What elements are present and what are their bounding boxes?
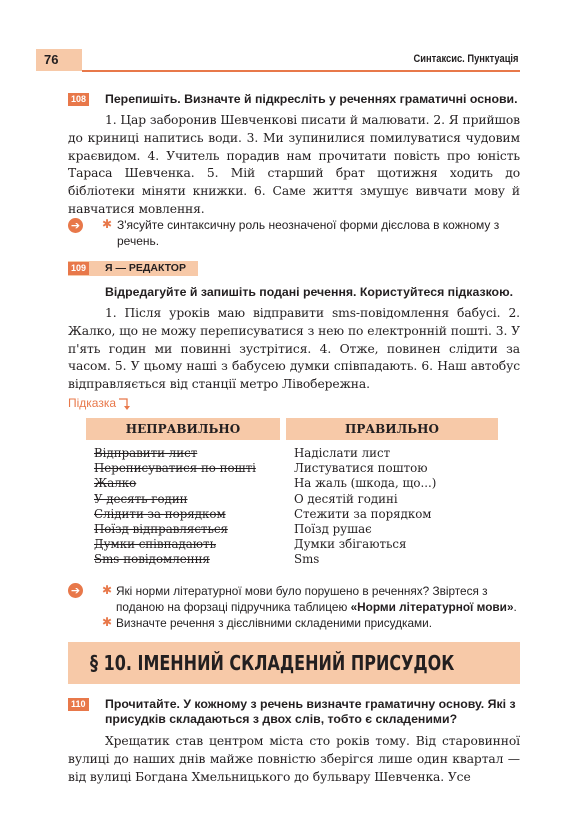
exercise-109-tip-2: Визначте речення з дієслівними складеними присудками. — [116, 616, 432, 630]
exercise-108-tip: З'ясуйте синтаксичну роль неозначеної форми дієслова в кожному з речень. — [117, 218, 500, 248]
table-cell: О десятій годині — [294, 491, 398, 506]
table-cell: Думки збігаються — [294, 537, 407, 552]
table-cell: Поїзд рушає — [294, 522, 372, 537]
asterisk-icon: ✱ — [102, 583, 113, 597]
table-cell: Надіслати лист — [294, 446, 391, 460]
header-rule — [82, 70, 520, 72]
hint-arrow-icon — [118, 396, 132, 412]
table-column-wrong — [94, 446, 256, 568]
table-cell: Sms-повідомлення — [94, 552, 210, 567]
editor-badge: Я — РЕДАКТОР — [105, 262, 186, 274]
exercise-109-text: 1. Після уроків маю відправити sms-повідомлення бабусі. 2. Жалко, що не можу переписуватися з нею по електронній пошті. 3. У п'ять годин ми повинні зустрітися. 4. Отже, повинен слідити за часом. 5. У цьому наші з бабусею думки співпадають. 6. Наш автобус відправляється від станції метро Лівобережна. — [68, 306, 520, 392]
page-number: 76 — [36, 49, 82, 71]
exercise-110-instruction: Прочитайте. У кожному з речень визначте граматичну основу. Які з присудків складаються з двох слів, тобто є складеними? — [105, 697, 516, 726]
page-header — [36, 49, 520, 71]
table-header-wrong: НЕПРАВИЛЬНО — [86, 418, 280, 440]
exercise-110-text: Хрещатик став центром міста сто років тому. Від старовинної вулиці до наших днів майже повністю зберігся лише один квартал — від вулиці Богдана Хмельницького до бульвару Шевченка. Усе — [68, 734, 520, 784]
table-cell: Переписуватися по пошті — [94, 461, 256, 476]
table-column-right — [294, 446, 436, 568]
table-cell: Відправити лист — [94, 446, 198, 460]
asterisk-icon: ✱ — [102, 615, 113, 629]
table-cell: Листуватися поштою — [294, 461, 428, 476]
exercise-109-instruction: Відредагуйте й запишіть подані речення. Користуйтеся підказкою. — [105, 285, 513, 299]
hint-label: Підказка — [68, 396, 117, 410]
exercise-number-109: 109 — [68, 262, 89, 275]
table-cell: Sms — [294, 552, 320, 567]
running-title: Синтаксис. Пунктуація — [413, 53, 518, 65]
exercise-109-tip-1: Які норми літературної мови було порушено в реченнях? Звіртеся з поданою на форзаці підручника таблицею «Норми літературної мови». — [116, 584, 517, 614]
table-cell: На жаль (шкода, що...) — [294, 476, 437, 491]
exercise-108-text: 1. Цар заборонив Шевченкові писати й малювати. 2. Я прийшов до криниці напитись води. 3. Ми зупинилися помилуватися чудовим краєвидом. 4. Учитель порадив нам прочитати повість про юність Тараса Шевченка. 5. Мій старший брат щотижня ходить до бібліотеки міняти книжки. 6. Саме життя змушує вивчати мову й навчатися мовлення. — [68, 113, 520, 216]
table-cell: Жалко — [94, 476, 137, 491]
table-cell: Поїзд відправляється — [94, 522, 228, 537]
table-cell: У десять годин — [94, 491, 188, 506]
table-cell: Стежити за порядком — [294, 506, 432, 521]
table-cell: Слідити за порядком — [94, 506, 226, 521]
table-cell: Думки співпадають — [94, 537, 216, 552]
arrow-right-icon: ➔ — [68, 218, 83, 233]
exercise-108-instruction: Перепишіть. Визначте й підкресліть у реченнях граматичні основи. — [105, 92, 518, 106]
exercise-109-tips — [94, 583, 520, 631]
section-title: § 10. ІМЕННИЙ СКЛАДЕНИЙ ПРИСУДОК — [90, 651, 455, 675]
arrow-right-icon: ➔ — [68, 583, 83, 598]
table-header-right: ПРАВИЛЬНО — [286, 418, 498, 440]
exercise-number-110: 110 — [68, 698, 89, 711]
asterisk-icon: ✱ — [102, 217, 113, 231]
exercise-number-108: 108 — [68, 93, 89, 106]
